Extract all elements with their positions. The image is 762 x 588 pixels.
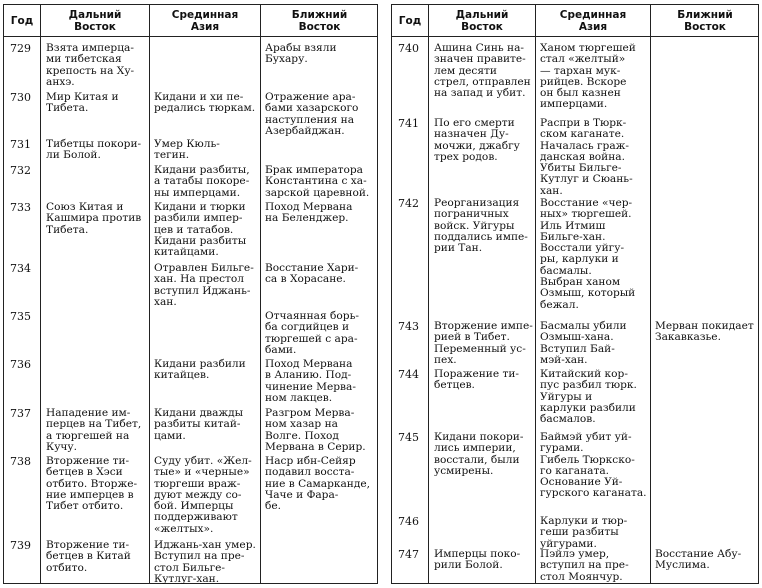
cell-central-asia: Кидани и хи пе- редались тюркам. [154,91,256,115]
cell-far-east: Имперцы поко- рили Болой. [434,548,521,572]
cell-far-east: Мир Китая и Тибета. [46,91,119,115]
cell-near-east: Восстание Хари- са в Хорасане. [265,262,359,286]
cell-year: 734 [10,262,31,275]
cell-central-asia: Отравлен Бильге- хан. На престол вступил Иджань- хан. [154,262,254,308]
header-central-asia: Срединная Азия [171,8,239,33]
column-divider [260,5,261,583]
chronology-table-left [3,4,378,584]
cell-central-asia: Карлуки и тюр- геши разбиты уйгурами. [540,515,628,550]
cell-central-asia: Китайский кор- пус разбил тюрк. Уйгуры и карлуки разбили басмалов. [540,368,637,426]
cell-central-asia: Суду убит. «Жел- тые» и «черные» тюргеши враж- дуют между со- бой. Имперцы поддерживают «желтых». [154,455,252,535]
column-divider [650,5,651,583]
cell-year: 730 [10,91,31,104]
cell-far-east: Вторжение ти- бетцев в Хэси отбито. Вторже- ние имперцев в Тибет отбито. [46,455,138,513]
cell-near-east: Отчаянная борь- ба согдийцев и тюргешей с ара- бами. [265,310,359,356]
header-far-east: Дальний Восток [455,8,509,33]
header-near-east: Ближний Восток [677,8,733,33]
cell-year: 747 [398,548,419,561]
cell-central-asia: Баймэй убит уй- гурами. Гибель Тюркско- го каганата. Основание Уй- гурского каганата. [540,431,647,500]
cell-far-east: По его смерти назначен Ду- мочжи, джабгу трех родов. [434,117,520,163]
cell-near-east: Мерван покидает Закавказье. [655,320,754,344]
cell-central-asia: Кидани разбиты, а татабы покоре- ны имперцами. [154,164,250,199]
cell-near-east: Отражение ара- бами хазарского наступления на Азербайджан. [265,91,359,137]
cell-far-east: Поражение ти- бетцев. [434,368,519,392]
cell-year: 740 [398,42,419,55]
cell-central-asia: Кидани и тюрки разбили импер- цев и татабов. Кидани разбиты китайцами. [154,201,247,259]
cell-central-asia: Кидани дважды разбиты китай- цами. [154,407,244,442]
cell-central-asia: Басмалы убили Озмыш-хана. Вступил Бай- мэй-хан. [540,320,627,366]
cell-near-east: Поход Мервана в Аланию. Под- чинение Мерва- ном лакцев. [265,358,356,404]
cell-year: 737 [10,407,31,420]
column-divider [428,5,429,583]
cell-year: 744 [398,368,419,381]
cell-year: 729 [10,42,31,55]
cell-near-east: Брак императора Константина с ха- зарской царевной. [265,164,370,199]
header-far-east: Дальний Восток [68,8,122,33]
cell-year: 742 [398,197,419,210]
cell-year: 735 [10,310,31,323]
cell-central-asia: Восстание «чер- ных» тюргешей. Иль Итмиш Бильге-хан. Восстали уйгу- ры, карлуки и басмалы. Выбран ханом Озмыш, который бежал. [540,197,636,311]
header-near-east: Ближний Восток [291,8,348,33]
cell-year: 746 [398,515,419,528]
cell-central-asia: Умер Кюль- тегин. [154,138,220,162]
cell-year: 739 [10,539,31,552]
header-year: Год [398,14,422,27]
cell-near-east: Разгром Мерва- ном хазар на Волге. Поход Мервана в Серир. [265,407,366,453]
cell-year: 733 [10,201,31,214]
cell-central-asia: Ханом тюргешей стал «желтый» — тархан мук- рийцев. Вскоре он был казнен имперцами. [540,42,636,111]
cell-near-east: Поход Мервана на Беленджер. [265,201,353,225]
cell-far-east: Нападение им- перцев на Тибет, а тюргешей на Кучу. [46,407,142,453]
column-divider [535,5,536,583]
cell-far-east: Реорганизация пограничных войск. Уйгуры поддались импе- рии Тан. [434,197,528,255]
cell-year: 741 [398,117,419,130]
cell-far-east: Взята имперца- ми тибетская крепость на Ху- анхэ. [46,42,135,88]
header-central-asia: Срединная Азия [559,8,627,33]
column-divider [40,5,41,583]
cell-year: 738 [10,455,31,468]
chronology-table-right [391,4,759,584]
table-header [4,5,377,37]
cell-near-east: Восстание Абу- Муслима. [655,548,742,572]
cell-central-asia: Кидани разбили китайцев. [154,358,246,382]
cell-central-asia: Пэйлэ умер, вступил на пре- стол Моянчур. [540,548,629,583]
column-divider [149,5,150,583]
cell-near-east: Арабы взяли Бухару. [265,42,337,66]
cell-far-east: Кидани покори- лись империи, восстали, были усмирены. [434,431,524,477]
cell-central-asia: Иджань-хан умер. Вступил на пре- стол Бильге- Кутлуг-хан. [154,539,256,585]
cell-far-east: Ашина Синь на- значен правите- лем десяти стрел, отправлен на запад и убит. [434,42,531,100]
cell-far-east: Вторжение ти- бетцев в Китай отбито. [46,539,131,574]
cell-year: 736 [10,358,31,371]
cell-central-asia: Распри в Тюрк- ском каганате. Началась граж- данская война. Убиты Бильге- Кутлуг и Сюань- хан. [540,117,633,197]
cell-year: 732 [10,164,31,177]
cell-year: 743 [398,320,419,333]
cell-year: 745 [398,431,419,444]
cell-far-east: Тибетцы покори- ли Болой. [46,138,142,162]
cell-far-east: Вторжение импе- рией в Тибет. Переменный ус- пех. [434,320,533,366]
header-year: Год [10,14,34,27]
cell-near-east: Наср ибн-Сейяр подавил восста- ние в Самарканде, Чаче и Фара- бе. [265,455,371,513]
cell-year: 731 [10,138,31,151]
table-header [392,5,758,37]
cell-far-east: Союз Китая и Кашмира против Тибета. [46,201,142,236]
